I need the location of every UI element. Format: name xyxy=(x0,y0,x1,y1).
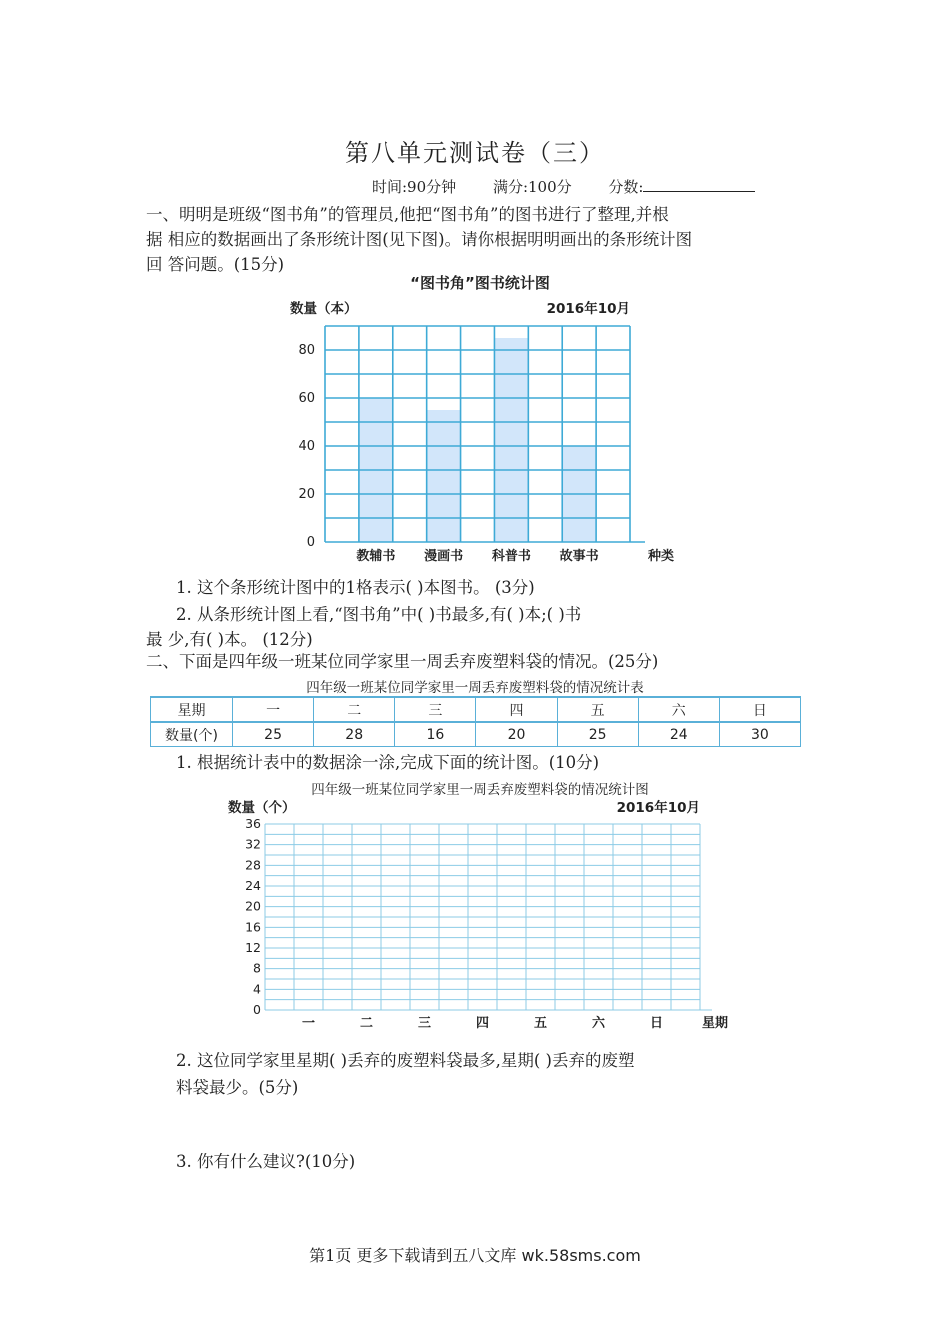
table-cell-day: 五 xyxy=(557,697,638,722)
chart2-title: 四年级一班某位同学家里一周丢弃废塑料袋的情况统计图 xyxy=(311,782,649,798)
y-tick-label: 28 xyxy=(245,857,261,873)
chart2-blank-bar-chart[interactable] xyxy=(220,794,730,1034)
section2-q2-line1: 2. 这位同学家里星期( )丢弃的废塑料袋最多,星期( )丢弃的废塑 xyxy=(176,1051,635,1070)
x-category-label: 教辅书 xyxy=(356,549,396,564)
x-category-label: 三 xyxy=(417,1016,432,1031)
y-tick-label: 24 xyxy=(245,878,261,893)
section2-q2-line2: 料袋最少。(5分) xyxy=(176,1078,299,1097)
full-score: 满分:100分 xyxy=(492,178,572,196)
chart-date: 2016年10月 xyxy=(546,301,630,317)
exam-meta xyxy=(372,176,755,197)
time-limit: 时间:90分钟 xyxy=(372,178,457,196)
page-title: 第八单元测试卷（三） xyxy=(345,139,605,167)
y-tick-label: 16 xyxy=(245,919,261,935)
x-category-label: 科普书 xyxy=(491,549,531,564)
section1-line3: 回 答问题。(15分) xyxy=(146,255,285,274)
x-axis-title: 种类 xyxy=(648,549,675,564)
y-axis-title: 数量（个） xyxy=(228,800,296,816)
chart1-title: “图书角”图书统计图 xyxy=(410,274,550,292)
x-category-label: 一 xyxy=(301,1016,316,1031)
y-tick-label: 0 xyxy=(253,1002,261,1017)
y-tick-label: 20 xyxy=(245,898,261,914)
y-tick-label: 80 xyxy=(298,343,315,358)
table-row-days xyxy=(151,697,801,722)
section1-line1: 一、明明是班级“图书角”的管理员,他把“图书角”的图书进行了整理,并根 xyxy=(146,205,669,224)
section1-q1: 1. 这个条形统计图中的1格表示( )本图书。 (3分) xyxy=(176,578,535,597)
x-category-label: 二 xyxy=(359,1016,374,1031)
table-cell-count: 28 xyxy=(314,722,395,747)
y-tick-label: 40 xyxy=(298,439,315,454)
y-tick-label: 4 xyxy=(253,981,261,997)
table-header-count: 数量(个) xyxy=(151,722,233,747)
y-tick-label: 12 xyxy=(245,940,261,955)
bar-漫画书 xyxy=(427,410,461,542)
table-cell-count: 20 xyxy=(476,722,557,747)
section1-q2-line1: 2. 从条形统计图上看,“图书角”中( )书最多,有( )本;( )书 xyxy=(176,605,582,624)
table-title: 四年级一班某位同学家里一周丢弃废塑料袋的情况统计表 xyxy=(306,680,644,696)
section2-heading: 二、下面是四年级一班某位同学家里一周丢弃废塑料袋的情况。(25分) xyxy=(146,652,659,671)
table-cell-day: 日 xyxy=(719,697,800,722)
x-category-label: 日 xyxy=(649,1016,664,1031)
section1-line2: 据 相应的数据画出了条形统计图(见下图)。请你根据明明画出的条形统计图 xyxy=(146,230,693,249)
plastic-bag-table xyxy=(150,696,801,747)
x-category-label: 五 xyxy=(533,1016,548,1031)
table-cell-count: 16 xyxy=(395,722,476,747)
bar-科普书 xyxy=(494,338,528,542)
y-tick-label: 60 xyxy=(298,391,315,406)
table-cell-count: 30 xyxy=(719,722,800,747)
score-blank[interactable] xyxy=(643,177,755,192)
y-tick-label: 36 xyxy=(245,816,261,831)
table-cell-day: 四 xyxy=(476,697,557,722)
page-footer xyxy=(0,1243,950,1266)
y-axis-title: 数量（本） xyxy=(290,301,358,317)
table-row-counts xyxy=(151,722,801,747)
x-category-label: 六 xyxy=(591,1016,606,1031)
x-axis-title: 星期 xyxy=(702,1016,729,1031)
score-label: 分数: xyxy=(608,178,644,196)
y-tick-label: 8 xyxy=(253,960,261,976)
x-category-label: 四 xyxy=(475,1016,490,1031)
table-cell-count: 25 xyxy=(233,722,314,747)
y-tick-label: 20 xyxy=(298,487,315,502)
table-cell-count: 24 xyxy=(638,722,719,747)
y-tick-label: 0 xyxy=(306,535,315,550)
chart1-book-bar-chart xyxy=(270,292,690,572)
table-cell-count: 25 xyxy=(557,722,638,747)
table-cell-day: 一 xyxy=(233,697,314,722)
section2-q3: 3. 你有什么建议?(10分) xyxy=(176,1152,356,1171)
table-cell-day: 三 xyxy=(395,697,476,722)
table-cell-day: 六 xyxy=(638,697,719,722)
footer-url[interactable]: wk.58sms.com xyxy=(521,1246,641,1265)
x-category-label: 漫画书 xyxy=(424,549,464,564)
footer-text: 第1页 更多下载请到五八文库 xyxy=(309,1246,517,1265)
section2-q1: 1. 根据统计表中的数据涂一涂,完成下面的统计图。(10分) xyxy=(176,753,600,772)
chart-date: 2016年10月 xyxy=(616,800,700,816)
y-tick-label: 32 xyxy=(245,836,261,852)
table-cell-day: 二 xyxy=(314,697,395,722)
section1-q2-line2: 最 少,有( )本。 (12分) xyxy=(146,630,313,649)
x-category-label: 故事书 xyxy=(559,549,599,564)
table-header-day: 星期 xyxy=(151,697,233,722)
